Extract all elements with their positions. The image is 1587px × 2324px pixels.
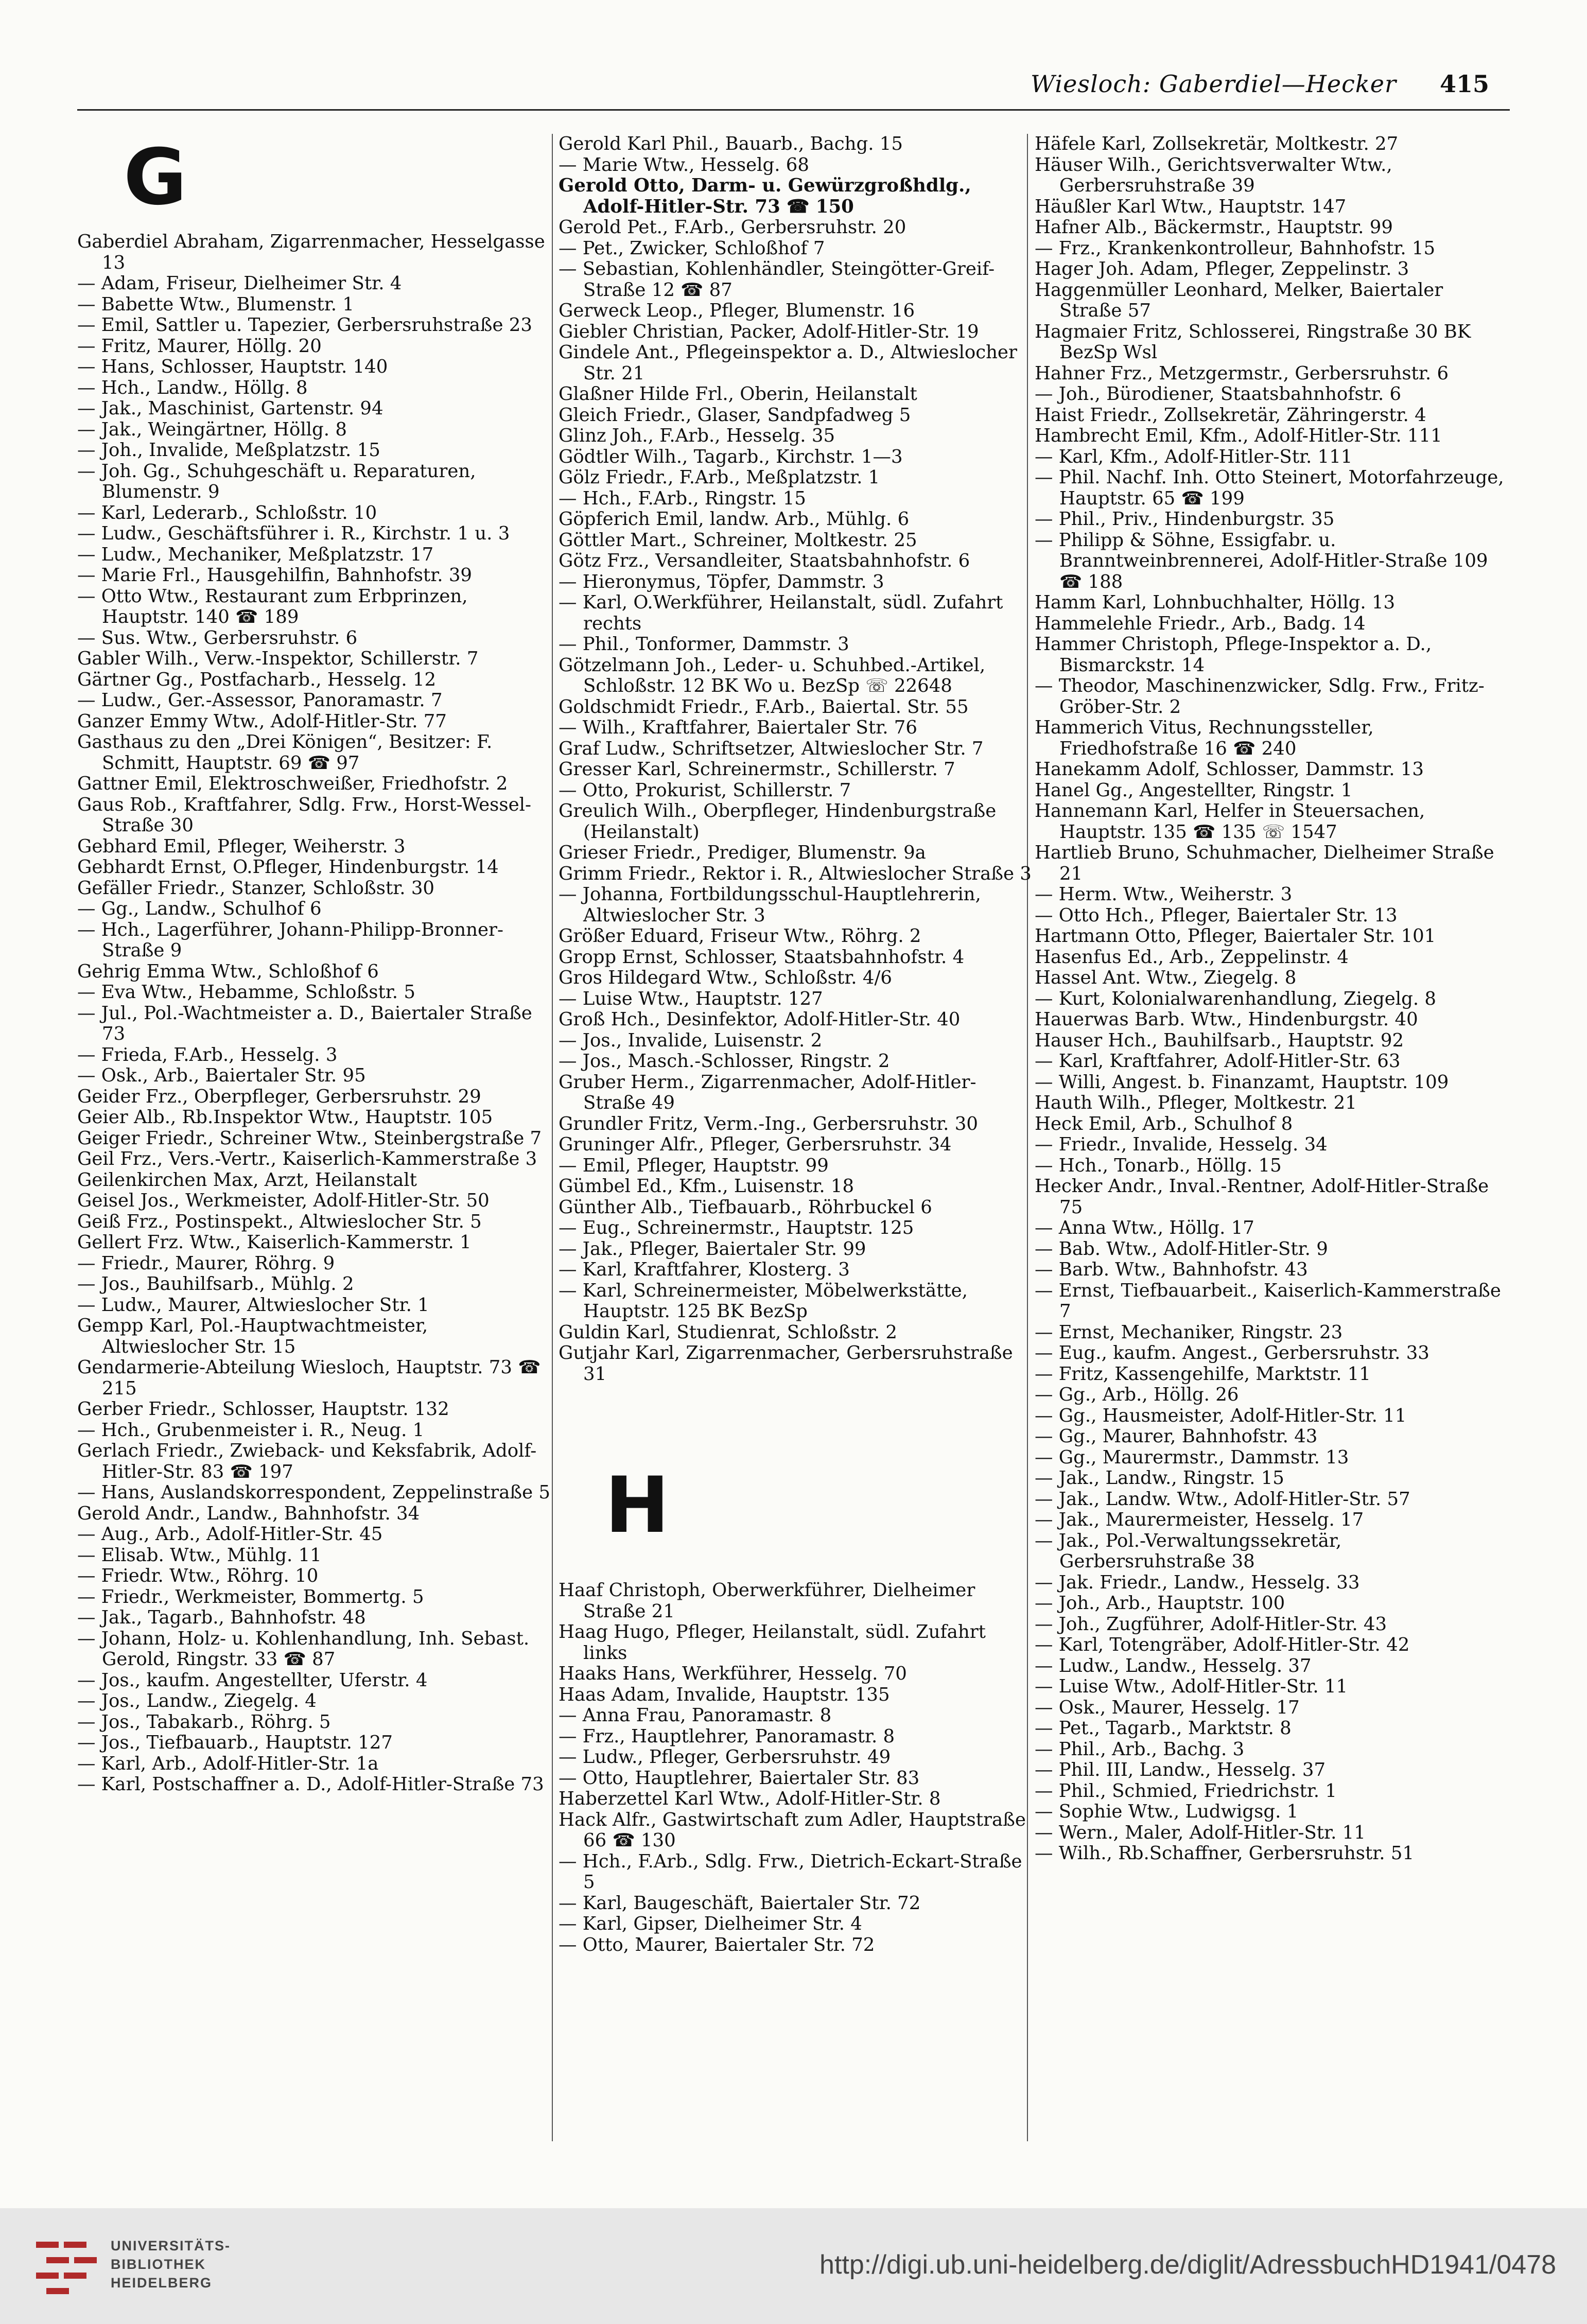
directory-entry: Gerold Karl Phil., Bauarb., Bachg. 15 (559, 133, 903, 154)
directory-entry: — Philipp & Söhne, Essigfabr. u. Branntweinbrennerei, Adolf-Hitler-Straße 109 ☎ 188 (1035, 529, 1488, 592)
directory-entry: Giebler Christian, Packer, Adolf-Hitler-Str. 19 (559, 321, 979, 342)
directory-entry: — Jak., Pfleger, Baiertaler Str. 99 (559, 1238, 866, 1260)
directory-entry: Gempp Karl, Pol.-Hauptwachtmeister, Altwieslocher Str. 15 (77, 1315, 428, 1357)
directory-entry: Glaßner Hilde Frl., Oberin, Heilanstalt (559, 383, 917, 405)
directory-entry: Hafner Alb., Bäckermstr., Hauptstr. 99 (1035, 217, 1393, 238)
directory-entry: Hanel Gg., Angestellter, Ringstr. 1 (1035, 779, 1353, 801)
directory-entry: Gerold Otto, Darm- u. Gewürzgroßhdlg., Adolf-Hitler-Str. 73 ☎ 150 (559, 175, 971, 217)
directory-entry: — Jak. Friedr., Landw., Hesselg. 33 (1035, 1571, 1360, 1593)
directory-entry: Gropp Ernst, Schlosser, Staatsbahnhofstr. 4 (559, 946, 965, 968)
library-name: UNIVERSITÄTS- BIBLIOTHEK HEIDELBERG (111, 2238, 231, 2291)
directory-entry: — Karl, O.Werkführer, Heilanstalt, südl. Zufahrt rechts (559, 592, 1003, 634)
directory-entry: Gruber Herm., Zigarrenmacher, Adolf-Hitler-Straße 49 (559, 1071, 976, 1113)
directory-entry: Hagmaier Fritz, Schlosserei, Ringstraße 30 BK BezSp Wsl (1035, 321, 1471, 363)
directory-entry: — Friedr. Wtw., Röhrg. 10 (77, 1565, 319, 1586)
directory-entry: — Otto, Prokurist, Schillerstr. 7 (559, 779, 851, 801)
viewer-footer (0, 2208, 1587, 2324)
directory-entry: — Sebastian, Kohlenhändler, Steingötter-Greif-Straße 12 ☎ 87 (559, 258, 995, 301)
directory-entry: — Jak., Weingärtner, Höllg. 8 (77, 418, 347, 440)
directory-entry: Geilenkirchen Max, Arzt, Heilanstalt (77, 1169, 417, 1191)
directory-entry: — Otto Hch., Pfleger, Baiertaler Str. 13 (1035, 904, 1398, 926)
directory-entry: Geier Alb., Rb.Inspektor Wtw., Hauptstr. 105 (77, 1107, 493, 1128)
directory-entry: — Wern., Maler, Adolf-Hitler-Str. 11 (1035, 1822, 1366, 1843)
directory-entry: — Fritz, Maurer, Höllg. 20 (77, 335, 322, 357)
directory-entry: Gruninger Alfr., Pfleger, Gerbersruhstr. 34 (559, 1134, 952, 1155)
directory-entry: — Joh., Invalide, Meßplatzstr. 15 (77, 440, 380, 461)
directory-entry: Hauser Hch., Bauhilfsarb., Hauptstr. 92 (1035, 1029, 1404, 1051)
directory-entry: Gutjahr Karl, Zigarrenmacher, Gerbersruhstraße 31 (559, 1342, 1013, 1385)
directory-entry: Hannemann Karl, Helfer in Steuersachen, Hauptstr. 135 ☎ 135 ☏ 1547 (1035, 800, 1425, 843)
directory-entry: Hauerwas Barb. Wtw., Hindenburgstr. 40 (1035, 1009, 1418, 1030)
directory-entry: — Karl, Lederarb., Schloßstr. 10 (77, 502, 377, 523)
directory-entry: — Jos., Tabakarb., Röhrg. 5 (77, 1711, 331, 1733)
directory-entry: — Jos., kaufm. Angestellter, Uferstr. 4 (77, 1669, 428, 1691)
directory-entry: — Gg., Maurer, Bahnhofstr. 43 (1035, 1426, 1318, 1447)
directory-entry: — Luise Wtw., Adolf-Hitler-Str. 11 (1035, 1676, 1348, 1697)
directory-entry: — Joh., Bürodiener, Staatsbahnhofstr. 6 (1035, 383, 1402, 405)
directory-entry: Hammerich Vitus, Rechnungssteller, Friedhofstraße 16 ☎ 240 (1035, 717, 1374, 759)
directory-entry: Götz Frz., Versandleiter, Staatsbahnhofstr. 6 (559, 550, 970, 571)
directory-entry: Hager Joh. Adam, Pfleger, Zeppelinstr. 3 (1035, 258, 1409, 279)
directory-entry: Ganzer Emmy Wtw., Adolf-Hitler-Str. 77 (77, 710, 447, 732)
directory-entry: — Eva Wtw., Hebamme, Schloßstr. 5 (77, 982, 415, 1003)
directory-entry: Günther Alb., Tiefbauarb., Röhrbuckel 6 (559, 1196, 932, 1218)
directory-entry: Gefäller Friedr., Stanzer, Schloßstr. 30 (77, 877, 435, 899)
directory-entry: — Jak., Pol.-Verwaltungssekretär, Gerbersruhstraße 38 (1035, 1530, 1342, 1572)
directory-entry: — Willi, Angest. b. Finanzamt, Hauptstr. 109 (1035, 1071, 1449, 1093)
directory-entry: — Phil. III, Landw., Hesselg. 37 (1035, 1759, 1326, 1780)
directory-entry: Grimm Friedr., Rektor i. R., Altwieslocher Straße 3 (559, 863, 1032, 884)
directory-entry: Haaf Christoph, Oberwerkführer, Dielheimer Straße 21 (559, 1580, 975, 1622)
directory-entry: — Hans, Schlosser, Hauptstr. 140 (77, 356, 388, 377)
directory-entry: Haist Friedr., Zollsekretär, Zähringerstr. 4 (1035, 404, 1426, 426)
directory-entry: — Karl, Kraftfahrer, Adolf-Hitler-Str. 63 (1035, 1051, 1401, 1072)
directory-entry: — Hch., Grubenmeister i. R., Neug. 1 (77, 1419, 425, 1441)
running-title: Wiesloch: Gaberdiel—Hecker (1030, 70, 1397, 98)
directory-entry: — Karl, Kfm., Adolf-Hitler-Str. 111 (1035, 446, 1353, 467)
column-divider (552, 134, 553, 2141)
entry-list (559, 1580, 1032, 1955)
directory-entry: — Jul., Pol.-Wachtmeister a. D., Baiertaler Straße 73 (77, 1002, 532, 1044)
directory-entry: Gattner Emil, Elektroschweißer, Friedhofstr. 2 (77, 773, 508, 794)
directory-entry: — Karl, Postschaffner a. D., Adolf-Hitler-Straße 73 (77, 1774, 544, 1795)
directory-entry: — Ludw., Pfleger, Gerbersruhstr. 49 (559, 1746, 891, 1768)
directory-entry: — Joh., Zugführer, Adolf-Hitler-Str. 43 (1035, 1613, 1387, 1635)
entry-list (1035, 134, 1508, 1864)
directory-entry: — Kurt, Kolonialwarenhandlung, Ziegelg. 8 (1035, 988, 1436, 1009)
directory-entry: Gebhard Emil, Pfleger, Weiherstr. 3 (77, 835, 406, 857)
directory-entry: — Luise Wtw., Hauptstr. 127 (559, 988, 823, 1009)
directory-entry: Heck Emil, Arb., Schulhof 8 (1035, 1113, 1293, 1134)
directory-entry: — Karl, Totengräber, Adolf-Hitler-Str. 42 (1035, 1634, 1410, 1655)
column-1 (77, 134, 551, 1795)
directory-entry: Haag Hugo, Pfleger, Heilanstalt, südl. Zufahrt links (559, 1621, 986, 1664)
directory-entry: — Otto, Maurer, Baiertaler Str. 72 (559, 1934, 875, 1955)
directory-entry: — Jos., Landw., Ziegelg. 4 (77, 1690, 317, 1711)
directory-entry: Goldschmidt Friedr., F.Arb., Baiertal. Str. 55 (559, 696, 969, 718)
directory-entry: Geisel Jos., Werkmeister, Adolf-Hitler-Str. 50 (77, 1190, 490, 1211)
directory-entry: — Anna Wtw., Höllg. 17 (1035, 1217, 1254, 1238)
directory-entry: Gerlach Friedr., Zwieback- und Keksfabrik, Adolf-Hitler-Str. 83 ☎ 197 (77, 1440, 537, 1482)
directory-entry: — Marie Frl., Hausgehilfin, Bahnhofstr. 39 (77, 565, 472, 586)
directory-entry: — Ludw., Geschäftsführer i. R., Kirchstr. 1 u. 3 (77, 523, 510, 544)
directory-entry: — Friedr., Invalide, Hesselg. 34 (1035, 1134, 1328, 1155)
directory-entry: Graf Ludw., Schriftsetzer, Altwieslocher Str. 7 (559, 738, 984, 759)
directory-entry: — Jos., Tiefbauarb., Hauptstr. 127 (77, 1732, 393, 1753)
directory-entry: — Ludw., Landw., Hesselg. 37 (1035, 1655, 1312, 1676)
directory-entry: — Joh., Arb., Hauptstr. 100 (1035, 1593, 1285, 1614)
directory-entry: Groß Hch., Desinfektor, Adolf-Hitler-Str. 40 (559, 1009, 961, 1030)
directory-entry: — Emil, Sattler u. Tapezier, Gerbersruhstraße 23 (77, 314, 532, 336)
directory-entry: — Frieda, F.Arb., Hesselg. 3 (77, 1044, 338, 1065)
directory-entry: Häfele Karl, Zollsekretär, Moltkestr. 27 (1035, 133, 1399, 154)
page-header (515, 62, 1489, 103)
directory-entry: Hassel Ant. Wtw., Ziegelg. 8 (1035, 967, 1297, 988)
directory-entry: Haberzettel Karl Wtw., Adolf-Hitler-Str. 8 (559, 1788, 941, 1809)
directory-entry: Gerold Andr., Landw., Bahnhofstr. 34 (77, 1502, 420, 1524)
source-url-link[interactable]: http://digi.ub.uni-heidelberg.de/diglit/AdressbuchHD1941/0478 (819, 2250, 1556, 2280)
directory-entry: — Herm. Wtw., Weiherstr. 3 (1035, 884, 1293, 905)
page-number: 415 (1439, 70, 1489, 98)
directory-entry: Gerweck Leop., Pfleger, Blumenstr. 16 (559, 300, 915, 321)
directory-entry: Hecker Andr., Inval.-Rentner, Adolf-Hitler-Straße 75 (1035, 1176, 1489, 1218)
directory-entry: Hack Alfr., Gastwirtschaft zum Adler, Hauptstraße 66 ☎ 130 (559, 1809, 1026, 1851)
directory-entry: — Otto Wtw., Restaurant zum Erbprinzen, Hauptstr. 140 ☎ 189 (77, 585, 468, 627)
directory-entry: — Wilh., Rb.Schaffner, Gerbersruhstr. 51 (1035, 1843, 1415, 1864)
directory-entry: — Ernst, Tiefbauarbeit., Kaiserlich-Kammerstraße 7 (1035, 1280, 1501, 1322)
directory-entry: — Ludw., Maurer, Altwieslocher Str. 1 (77, 1294, 429, 1316)
directory-entry: — Marie Wtw., Hesselg. 68 (559, 154, 809, 176)
directory-entry: Gärtner Gg., Postfacharb., Hesselg. 12 (77, 669, 437, 690)
directory-entry: — Eug., kaufm. Angest., Gerbersruhstr. 33 (1035, 1342, 1429, 1364)
directory-entry: — Anna Frau, Panoramastr. 8 (559, 1705, 832, 1726)
directory-entry: Hambrecht Emil, Kfm., Adolf-Hitler-Str. 111 (1035, 425, 1442, 446)
directory-entry: — Sophie Wtw., Ludwigsg. 1 (1035, 1801, 1299, 1822)
directory-entry: Gresser Karl, Schreinermstr., Schillerstr. 7 (559, 759, 955, 780)
directory-entry: — Jak., Maurermeister, Hesselg. 17 (1035, 1509, 1364, 1530)
directory-entry: — Emil, Pfleger, Hauptstr. 99 (559, 1155, 829, 1176)
directory-entry: — Ludw., Ger.-Assessor, Panoramastr. 7 (77, 690, 443, 711)
directory-entry: Hammelehle Friedr., Arb., Badg. 14 (1035, 613, 1366, 634)
directory-entry: — Hch., F.Arb., Sdlg. Frw., Dietrich-Eckart-Straße 5 (559, 1850, 1022, 1893)
directory-entry: Häuser Wilh., Gerichtsverwalter Wtw., Gerbersruhstraße 39 (1035, 154, 1392, 196)
directory-entry: Häußler Karl Wtw., Hauptstr. 147 (1035, 196, 1347, 217)
directory-entry: Glinz Joh., F.Arb., Hesselg. 35 (559, 425, 835, 446)
directory-entry: — Phil., Arb., Bachg. 3 (1035, 1738, 1245, 1760)
directory-entry: — Jos., Masch.-Schlosser, Ringstr. 2 (559, 1051, 890, 1072)
directory-entry: — Elisab. Wtw., Mühlg. 11 (77, 1544, 322, 1566)
directory-entry: Gebhardt Ernst, O.Pfleger, Hindenburgstr. 14 (77, 857, 499, 878)
directory-entry: — Babette Wtw., Blumenstr. 1 (77, 293, 354, 315)
directory-entry: — Jos., Bauhilfsarb., Mühlg. 2 (77, 1273, 354, 1295)
directory-entry: — Gg., Landw., Schulhof 6 (77, 898, 322, 919)
directory-entry: — Karl, Kraftfahrer, Klosterg. 3 (559, 1259, 850, 1280)
directory-entry: — Karl, Schreinermeister, Möbelwerkstätte, Hauptstr. 125 BK BezSp (559, 1280, 968, 1322)
directory-entry: — Wilh., Kraftfahrer, Baiertaler Str. 76 (559, 717, 917, 738)
directory-entry: — Osk., Maurer, Hesselg. 17 (1035, 1697, 1300, 1718)
directory-entry: — Sus. Wtw., Gerbersruhstr. 6 (77, 627, 358, 649)
directory-entry: — Karl, Baugeschäft, Baiertaler Str. 72 (559, 1892, 921, 1914)
directory-entry: — Hans, Auslandskorrespondent, Zeppelinstraße 5 (77, 1482, 550, 1503)
directory-entry: — Jak., Tagarb., Bahnhofstr. 48 (77, 1607, 366, 1628)
directory-entry: — Jak., Maschinist, Gartenstr. 94 (77, 398, 383, 419)
directory-entry: — Hch., F.Arb., Ringstr. 15 (559, 487, 806, 509)
directory-entry: Gödtler Wilh., Tagarb., Kirchstr. 1—3 (559, 446, 903, 467)
directory-entry: Gellert Frz. Wtw., Kaiserlich-Kammerstr. 1 (77, 1232, 472, 1253)
directory-entry: Grundler Fritz, Verm.-Ing., Gerbersruhstr. 30 (559, 1113, 978, 1134)
directory-entry: Gindele Ant., Pflegeinspektor a. D., Altwieslocher Str. 21 (559, 342, 1017, 384)
directory-entry: Gasthaus zu den „Drei Königen“, Besitzer: F. Schmitt, Hauptstr. 69 ☎ 97 (77, 731, 493, 774)
directory-entry: Gerold Pet., F.Arb., Gerbersruhstr. 20 (559, 217, 906, 238)
directory-entry: — Phil. Nachf. Inh. Otto Steinert, Motorfahrzeuge, Hauptstr. 65 ☎ 199 (1035, 467, 1504, 509)
directory-entry: Geiger Friedr., Schreiner Wtw., Steinbergstraße 7 (77, 1127, 542, 1149)
directory-entry: — Osk., Arb., Baiertaler Str. 95 (77, 1065, 366, 1086)
directory-entry: — Hieronymus, Töpfer, Dammstr. 3 (559, 571, 884, 592)
directory-entry: — Johanna, Fortbildungsschul-Hauptlehrerin, Altwieslocher Str. 3 (559, 884, 981, 926)
directory-entry: — Frz., Krankenkontrolleur, Bahnhofstr. 15 (1035, 237, 1436, 259)
directory-entry: — Hch., Lagerführer, Johann-Philipp-Bronner-Straße 9 (77, 919, 504, 961)
directory-entry: — Ludw., Mechaniker, Meßplatzstr. 17 (77, 544, 434, 565)
directory-entry: Gros Hildegard Wtw., Schloßstr. 4/6 (559, 967, 893, 988)
directory-entry: — Jak., Landw. Wtw., Adolf-Hitler-Str. 57 (1035, 1488, 1410, 1510)
entry-list (77, 232, 551, 1795)
directory-entry: — Gg., Hausmeister, Adolf-Hitler-Str. 11 (1035, 1405, 1407, 1426)
directory-entry: — Gg., Arb., Höllg. 26 (1035, 1384, 1239, 1405)
directory-entry: — Johann, Holz- u. Kohlenhandlung, Inh. Sebast. Gerold, Ringstr. 33 ☎ 87 (77, 1628, 530, 1670)
section-letter-h: H (605, 1461, 670, 1550)
directory-entry: Göttler Mart., Schreiner, Moltkestr. 25 (559, 529, 917, 551)
directory-entry: Guldin Karl, Studienrat, Schloßstr. 2 (559, 1321, 897, 1343)
directory-entry: Gaberdiel Abraham, Zigarrenmacher, Hesselgasse 13 (77, 231, 545, 273)
directory-entry: — Friedr., Werkmeister, Bommertg. 5 (77, 1586, 424, 1607)
directory-entry: — Fritz, Kassengehilfe, Marktstr. 11 (1035, 1363, 1371, 1385)
directory-entry: Hasenfus Ed., Arb., Zeppelinstr. 4 (1035, 946, 1349, 968)
section-letter-g: G (124, 133, 187, 222)
directory-entry: Hahner Frz., Metzgermstr., Gerbersruhstr. 6 (1035, 362, 1449, 384)
directory-entry: — Phil., Tonformer, Dammstr. 3 (559, 634, 849, 655)
directory-entry: — Phil., Priv., Hindenburgstr. 35 (1035, 509, 1335, 530)
directory-entry: Haas Adam, Invalide, Hauptstr. 135 (559, 1684, 890, 1705)
directory-entry: Größer Eduard, Friseur Wtw., Röhrg. 2 (559, 925, 921, 947)
directory-entry: Göpferich Emil, landw. Arb., Mühlg. 6 (559, 509, 910, 530)
directory-entry: Haggenmüller Leonhard, Melker, Baiertaler Straße 57 (1035, 279, 1443, 321)
directory-entry: Hamm Karl, Lohnbuchhalter, Höllg. 13 (1035, 592, 1396, 613)
entry-list (559, 134, 1032, 1385)
directory-entry: Geil Frz., Vers.-Vertr., Kaiserlich-Kammerstraße 3 (77, 1148, 537, 1169)
directory-entry: — Eug., Schreinermstr., Hauptstr. 125 (559, 1217, 914, 1238)
directory-entry: — Jak., Landw., Ringstr. 15 (1035, 1467, 1284, 1489)
directory-entry: — Ernst, Mechaniker, Ringstr. 23 (1035, 1321, 1343, 1343)
column-3 (1035, 134, 1508, 1864)
directory-entry: Hartmann Otto, Pfleger, Baiertaler Str. 101 (1035, 925, 1436, 947)
directory-entry: — Adam, Friseur, Dielheimer Str. 4 (77, 273, 402, 294)
directory-entry: — Phil., Schmied, Friedrichstr. 1 (1035, 1780, 1337, 1802)
directory-entry: — Gg., Maurermstr., Dammstr. 13 (1035, 1446, 1349, 1468)
directory-entry: Gabler Wilh., Verw.-Inspektor, Schillerstr. 7 (77, 648, 479, 669)
directory-entry: — Hch., Tonarb., Höllg. 15 (1035, 1155, 1282, 1176)
directory-entry: Götzelmann Joh., Leder- u. Schuhbed.-Artikel, Schloßstr. 12 BK Wo u. BezSp ☏ 22648 (559, 654, 986, 696)
directory-entry: — Karl, Gipser, Dielheimer Str. 4 (559, 1913, 862, 1934)
directory-entry: — Jos., Invalide, Luisenstr. 2 (559, 1029, 823, 1051)
directory-entry: Grieser Friedr., Prediger, Blumenstr. 9a (559, 842, 926, 863)
directory-entry: Gölz Friedr., F.Arb., Meßplatzstr. 1 (559, 467, 880, 488)
directory-entry: Geider Frz., Oberpfleger, Gerbersruhstr. 29 (77, 1086, 481, 1107)
directory-entry: Gümbel Ed., Kfm., Luisenstr. 18 (559, 1176, 854, 1197)
directory-entry: Gaus Rob., Kraftfahrer, Sdlg. Frw., Horst-Wessel-Straße 30 (77, 794, 531, 836)
library-logo-icon (36, 2236, 98, 2298)
directory-entry: — Joh. Gg., Schuhgeschäft u. Reparaturen, Blumenstr. 9 (77, 460, 476, 502)
directory-entry: — Pet., Tagarb., Marktstr. 8 (1035, 1718, 1292, 1739)
directory-entry: — Pet., Zwicker, Schloßhof 7 (559, 237, 825, 259)
directory-entry: Hammer Christoph, Pflege-Inspektor a. D., Bismarckstr. 14 (1035, 634, 1432, 676)
header-rule (77, 109, 1510, 111)
directory-entry: — Aug., Arb., Adolf-Hitler-Str. 45 (77, 1524, 383, 1545)
directory-entry: — Friedr., Maurer, Röhrg. 9 (77, 1252, 335, 1274)
column-2 (559, 134, 1032, 1955)
directory-entry: — Hch., Landw., Höllg. 8 (77, 377, 308, 398)
directory-entry: Gendarmerie-Abteilung Wiesloch, Hauptstr. 73 ☎ 215 (77, 1357, 541, 1399)
directory-entry: Geiß Frz., Postinspekt., Altwieslocher Str. 5 (77, 1211, 482, 1232)
directory-entry: Hartlieb Bruno, Schuhmacher, Dielheimer Straße 21 (1035, 842, 1494, 884)
directory-entry: — Karl, Arb., Adolf-Hitler-Str. 1a (77, 1753, 379, 1774)
directory-entry: Gleich Friedr., Glaser, Sandpfadweg 5 (559, 404, 911, 426)
directory-entry: — Frz., Hauptlehrer, Panoramastr. 8 (559, 1725, 895, 1747)
directory-entry: Gehrig Emma Wtw., Schloßhof 6 (77, 960, 379, 982)
directory-entry: Gerber Friedr., Schlosser, Hauptstr. 132 (77, 1399, 449, 1420)
directory-entry: — Barb. Wtw., Bahnhofstr. 43 (1035, 1259, 1308, 1280)
directory-entry: — Theodor, Maschinenzwicker, Sdlg. Frw., Fritz-Gröber-Str. 2 (1035, 675, 1485, 718)
directory-entry: Hanekamm Adolf, Schlosser, Dammstr. 13 (1035, 759, 1424, 780)
directory-entry: Haaks Hans, Werkführer, Hesselg. 70 (559, 1663, 907, 1684)
directory-entry: — Bab. Wtw., Adolf-Hitler-Str. 9 (1035, 1238, 1328, 1260)
directory-entry: Hauth Wilh., Pfleger, Moltkestr. 21 (1035, 1092, 1357, 1113)
directory-entry: Greulich Wilh., Oberpfleger, Hindenburgstraße (Heilanstalt) (559, 800, 997, 843)
directory-entry: — Otto, Hauptlehrer, Baiertaler Str. 83 (559, 1767, 920, 1789)
